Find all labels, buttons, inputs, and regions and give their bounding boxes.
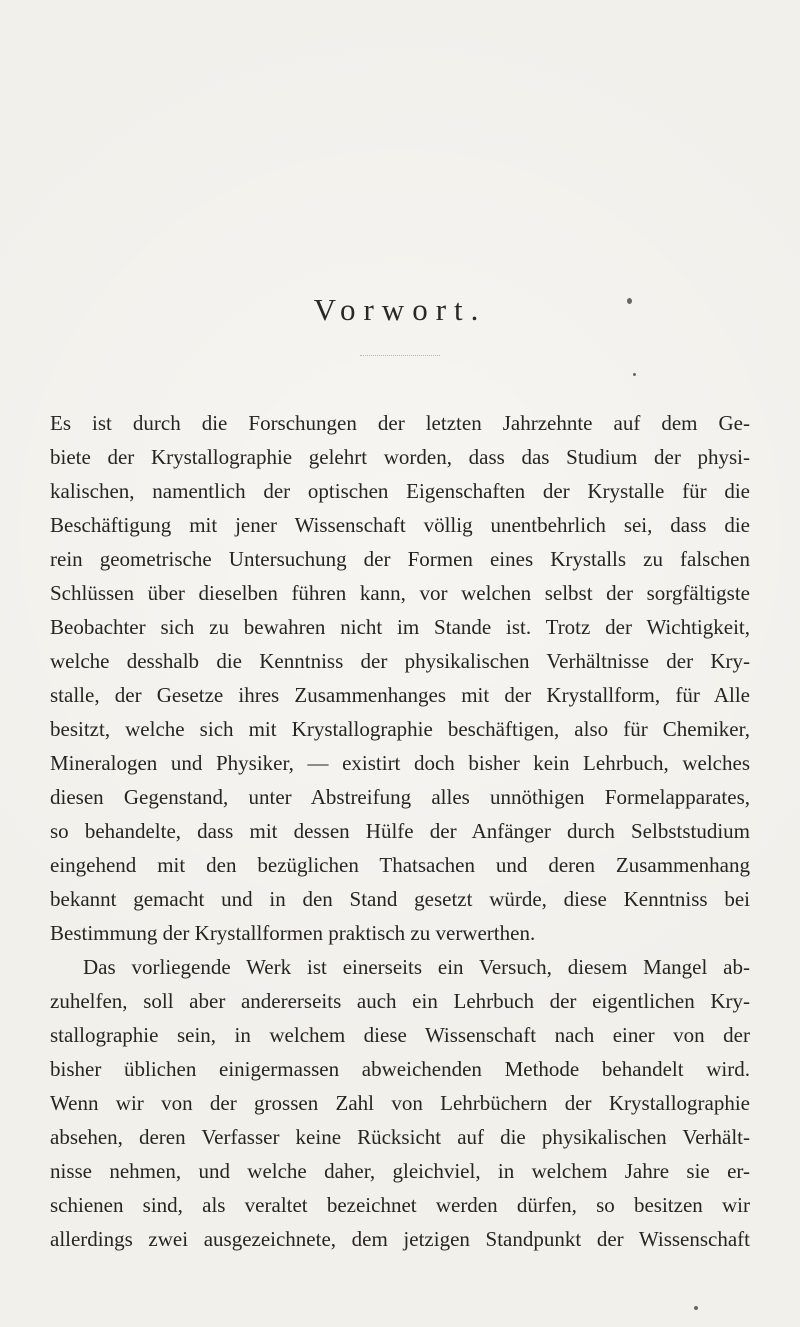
text-line: Schlüssen über dieselben führen kann, vor welchen selbst der sorgfältigste bbox=[50, 581, 750, 605]
text-line: eingehend mit den bezüglichen Thatsachen und deren Zusammenhang bbox=[50, 853, 750, 877]
text-line: Bestimmung der Krystallformen praktisch zu verwerthen. bbox=[50, 921, 536, 945]
text-line: stalle, der Gesetze ihres Zusammenhanges mit der Krystallform, für Alle bbox=[50, 683, 750, 707]
text-line: Mineralogen und Physiker, — existirt doch bisher kein Lehrbuch, welches bbox=[50, 751, 750, 775]
print-speck bbox=[694, 1306, 698, 1310]
print-speck bbox=[627, 298, 632, 304]
text-line: bisher üblichen einigermassen abweichenden Methode behandelt wird. bbox=[50, 1057, 750, 1081]
text-line: Das vorliegende Werk ist einerseits ein Versuch, diesem Mangel ab- bbox=[83, 955, 750, 979]
page-title: Vorwort. bbox=[313, 292, 487, 327]
text-line: kalischen, namentlich der optischen Eigenschaften der Krystalle für die bbox=[50, 479, 750, 503]
text-line: Es ist durch die Forschungen der letzten Jahrzehnte auf dem Ge- bbox=[50, 411, 750, 435]
text-line: Beschäftigung mit jener Wissenschaft völlig unentbehrlich sei, dass die bbox=[50, 513, 750, 537]
text-line: Wenn wir von der grossen Zahl von Lehrbüchern der Krystallographie bbox=[50, 1091, 750, 1115]
text-line: Beobachter sich zu bewahren nicht im Stande ist. Trotz der Wichtigkeit, bbox=[50, 615, 750, 639]
text-line: biete der Krystallographie gelehrt worden, dass das Studium der physi- bbox=[50, 445, 750, 469]
text-line: nisse nehmen, und welche daher, gleichviel, in welchem Jahre sie er- bbox=[50, 1159, 750, 1183]
print-speck bbox=[633, 373, 636, 376]
text-line: rein geometrische Untersuchung der Formen eines Krystalls zu falschen bbox=[50, 547, 750, 571]
text-line: diesen Gegenstand, unter Abstreifung alles unnöthigen Formelapparates, bbox=[50, 785, 750, 809]
text-line: stallographie sein, in welchem diese Wissenschaft nach einer von der bbox=[50, 1023, 750, 1047]
text-line: welche desshalb die Kenntniss der physikalischen Verhältnisse der Kry- bbox=[50, 649, 750, 673]
title-ornament bbox=[360, 355, 440, 362]
preface-text bbox=[50, 406, 750, 1256]
text-line: schienen sind, als veraltet bezeichnet werden dürfen, so besitzen wir bbox=[50, 1193, 750, 1217]
text-line: besitzt, welche sich mit Krystallographie beschäftigen, also für Chemiker, bbox=[50, 717, 750, 741]
text-line: so behandelte, dass mit dessen Hülfe der Anfänger durch Selbststudium bbox=[50, 819, 750, 843]
text-line: allerdings zwei ausgezeichnete, dem jetzigen Standpunkt der Wissenschaft bbox=[50, 1227, 750, 1251]
text-line: absehen, deren Verfasser keine Rücksicht auf die physikalischen Verhält- bbox=[50, 1125, 750, 1149]
text-line: bekannt gemacht und in den Stand gesetzt würde, diese Kenntniss bei bbox=[50, 887, 750, 911]
text-line: zuhelfen, soll aber andererseits auch ein Lehrbuch der eigentlichen Kry- bbox=[50, 989, 750, 1013]
